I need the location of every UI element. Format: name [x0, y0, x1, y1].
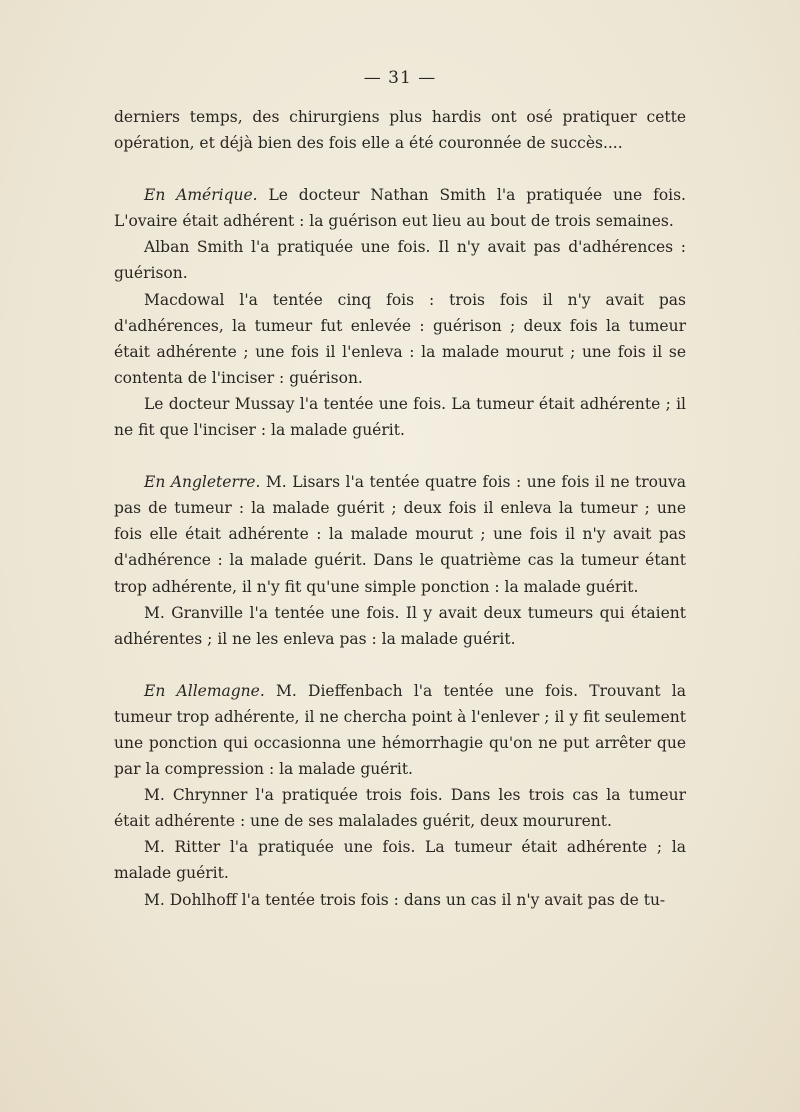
paragraph-allemagne — [114, 678, 686, 782]
paragraph-text: M. Chrynner l'a pratiquée trois fois. Dans les trois cas la tumeur était adhérente : une de ses malalades guérit, deux moururent. — [114, 786, 686, 831]
paragraph-continuation — [114, 104, 686, 156]
paragraph-granville — [114, 600, 686, 652]
section-heading-allemagne: En Allemagne. — [144, 681, 265, 700]
paragraph-mussay — [114, 391, 686, 443]
section-heading-angleterre: En Angleterre. — [144, 473, 261, 492]
paragraph-text: M. Ritter l'a pratiquée une fois. La tumeur était adhérente ; la malade guérit. — [114, 838, 686, 883]
paragraph-amerique — [114, 182, 686, 234]
paragraph-text: derniers temps, des chirurgiens plus hardis ont osé pratiquer cette opération, et déjà bien des fois elle a été couronnée de succès.... — [114, 108, 686, 153]
paragraph-macdowal — [114, 287, 686, 391]
paragraph-dohlhoff — [114, 887, 686, 913]
section-heading-amerique: En Amérique. — [144, 186, 258, 205]
paragraph-text: M. Lisars l'a tentée quatre fois : une fois il ne trouva pas de tumeur : la malade guérit ; deux fois il enleva la tumeur ; une fois elle était adhérente : la malade mourut ; une fois il n'y avait pas d'adhérence : la malade guérit. Dans le quatrième cas la tumeur étant trop adhérente, il n'y fit qu'une simple ponction : la malade guérit. — [114, 473, 686, 596]
paragraph-text: M. Dohlhoff l'a tentée trois fois : dans un cas il n'y avait pas de tu- — [144, 890, 666, 909]
paragraph-alban-smith — [114, 234, 686, 286]
paragraph-text: Le docteur Mussay l'a tentée une fois. La tumeur était adhérente ; il ne fit que l'inciser : la malade guérit. — [114, 394, 686, 440]
body-text — [114, 104, 686, 913]
paragraph-angleterre — [114, 469, 686, 599]
paragraph-chrynner — [114, 782, 686, 834]
paragraph-text: Le docteur Nathan Smith l'a pratiquée une fois. L'ovaire était adhérent : la guérison eut lieu au bout de trois semaines. — [114, 186, 686, 231]
paragraph-text: Alban Smith l'a pratiquée une fois. Il n'y avait pas d'adhérences : guérison. — [114, 238, 686, 283]
paragraph-ritter — [114, 834, 686, 886]
paragraph-text: M. Dieffenbach l'a tentée une fois. Trouvant la tumeur trop adhérente, il ne chercha point à l'enlever ; il y fit seulement une ponction qui occasionna une hémorrhagie qu'on ne put arrêter que par la compression : la malade guérit. — [114, 681, 686, 779]
paragraph-text: Macdowal l'a tentée cinq fois : trois fois il n'y avait pas d'adhérences, la tumeur fut enlevée : guérison ; deux fois la tumeur était adhérente ; une fois il l'enleva : la malade mourut ; une fois il se contenta de l'inciser : guérison. — [114, 290, 686, 387]
paragraph-text: M. Granville l'a tentée une fois. Il y avait deux tumeurs qui étaient adhérentes ; il ne les enleva pas : la malade guérit. — [114, 603, 686, 648]
page-number: — 31 — — [363, 68, 437, 88]
